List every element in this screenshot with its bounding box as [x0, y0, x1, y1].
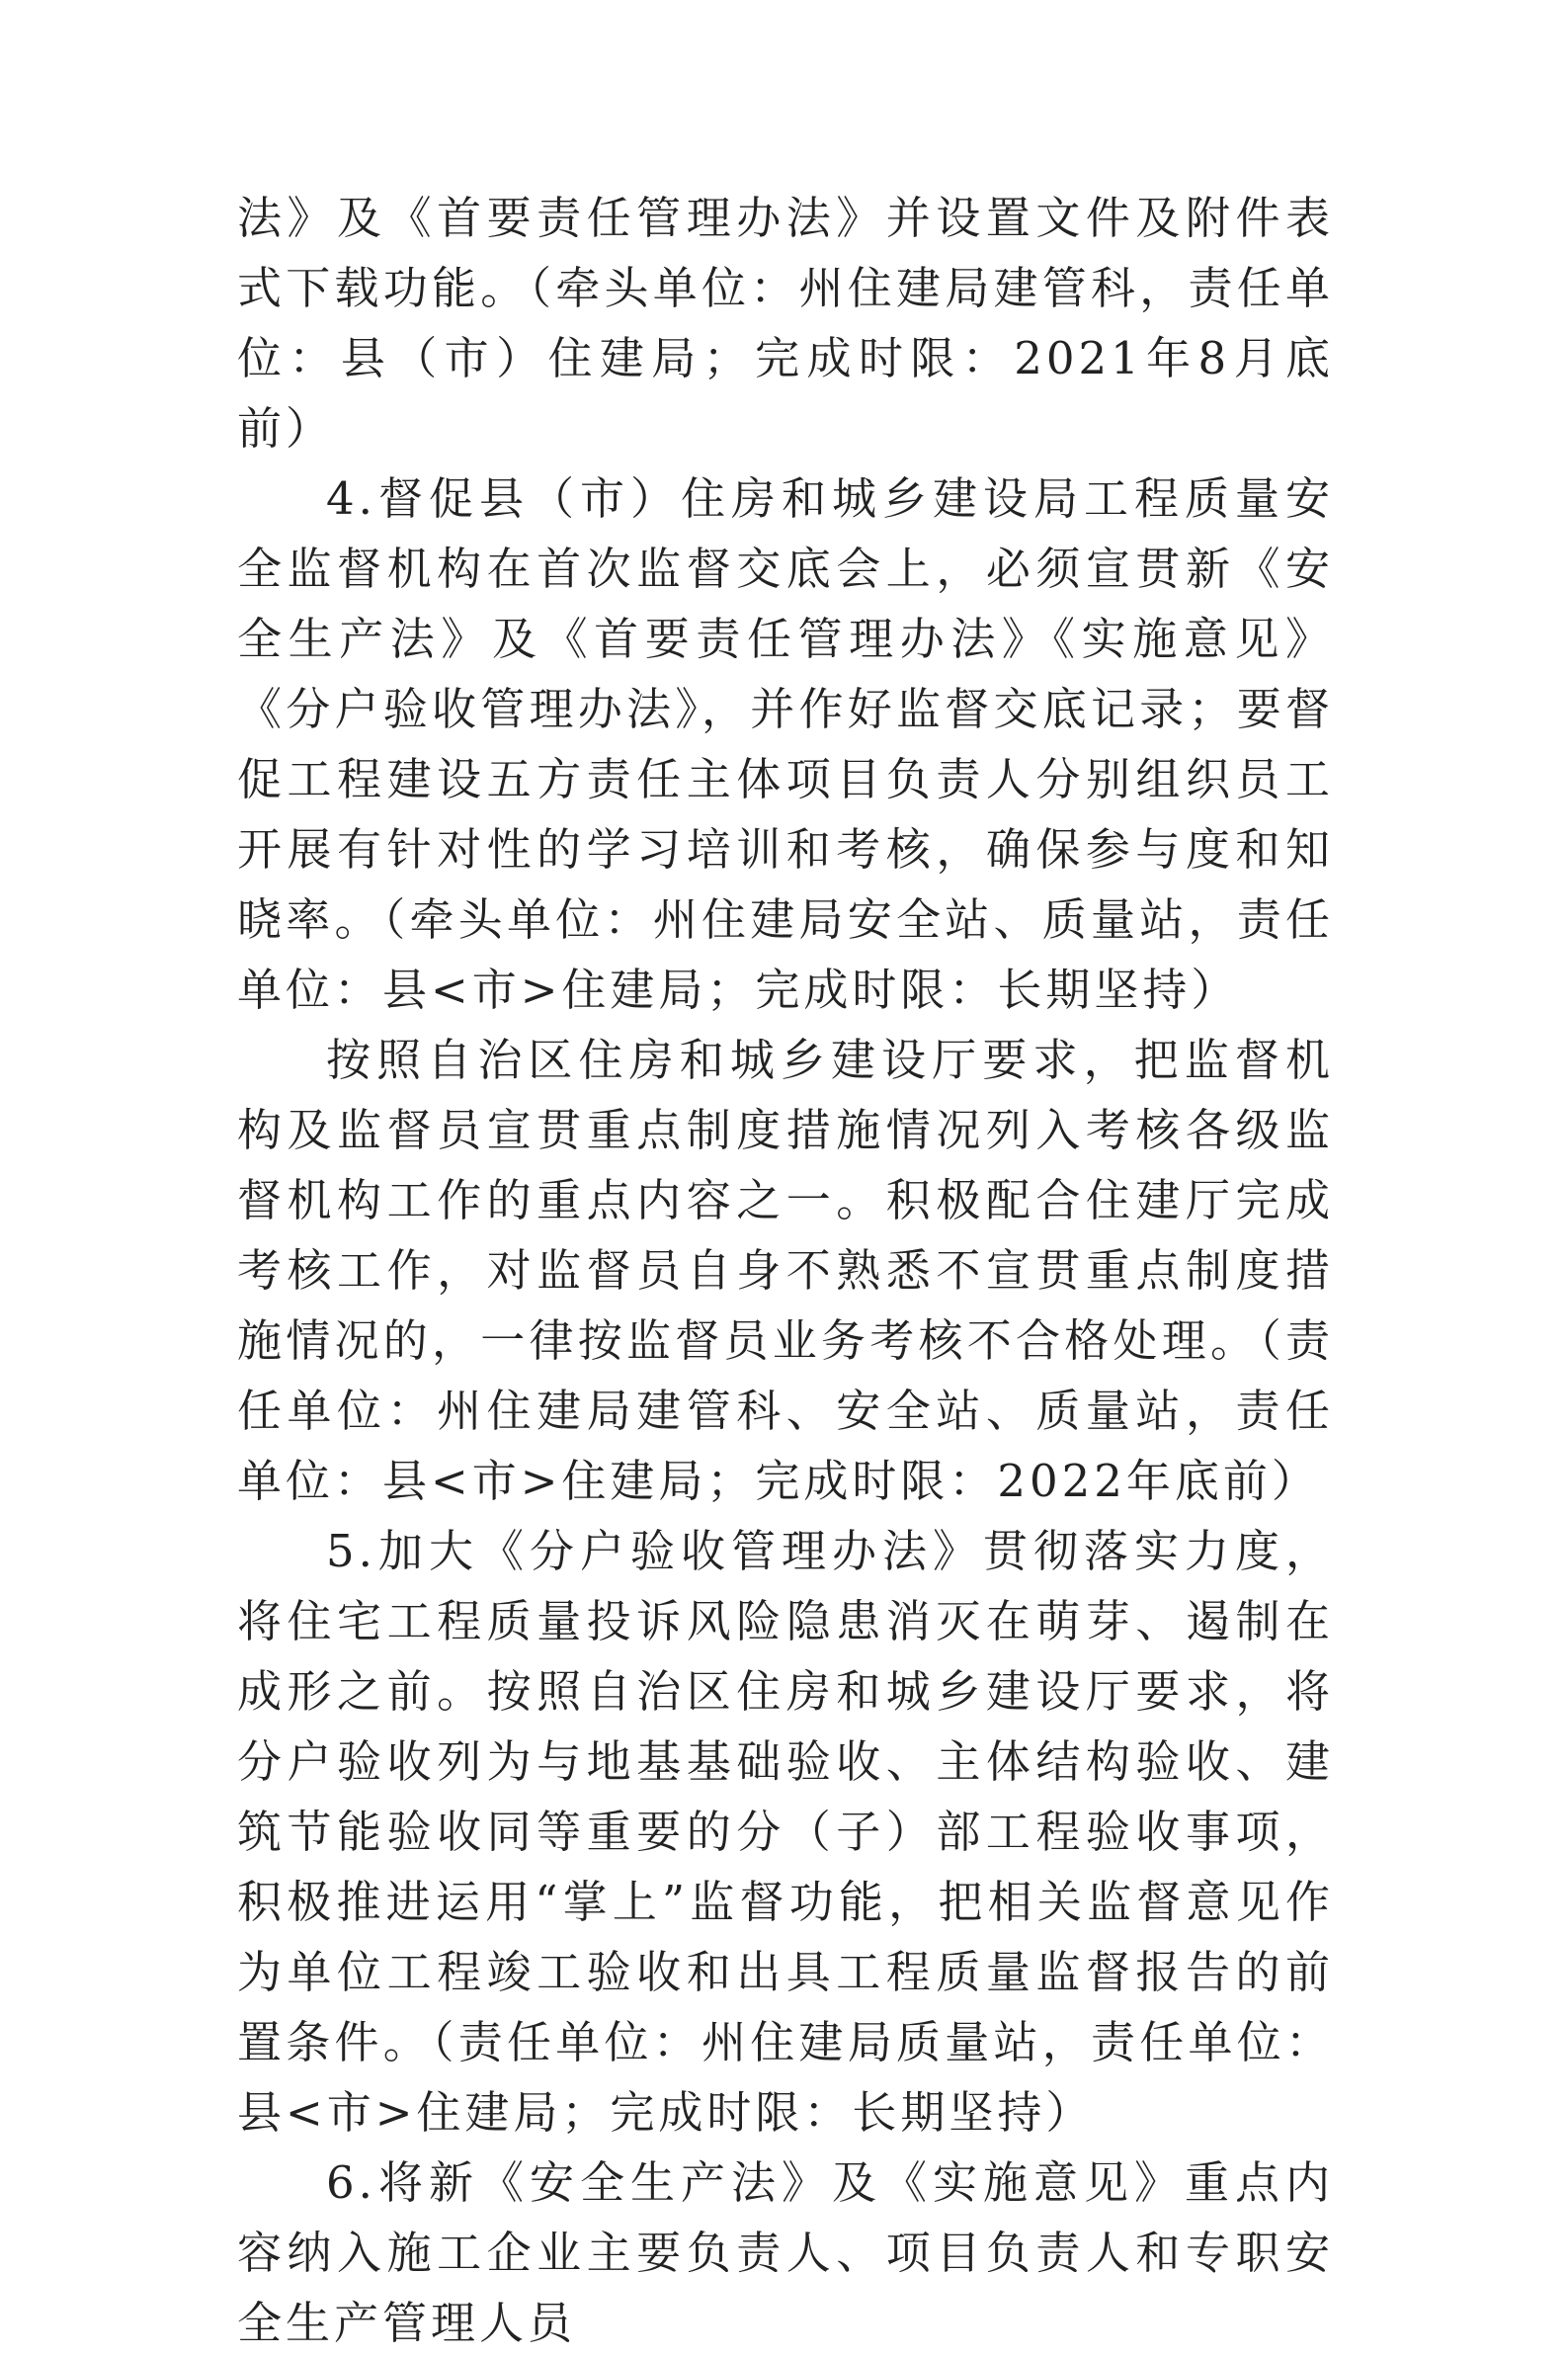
- document-body: [237, 183, 1334, 2358]
- paragraph-item-5: 5.加大《分户验收管理办法》贯彻落实力度，将住宅工程质量投诉风险隐患消灭在萌芽、遏制在成形之前。按照自治区住房和城乡建设厅要求，将分户验收列为与地基基础验收、主体结构验收、建筑节能验收同等重要的分（子）部工程验收事项，积极推进运用“掌上”监督功能，把相关监督意见作为单位工程竣工验收和出具工程质量监督报告的前置条件。（责任单位：州住建局质量站，责任单位：县<市>住建局；完成时限：长期坚持）: [237, 1525, 1334, 2139]
- paragraph-item-6: 6.将新《安全生产法》及《实施意见》重点内容纳入施工企业主要负责人、项目负责人和专职安全生产管理人员: [237, 2156, 1334, 2349]
- paragraph-assessment: 按照自治区住房和城乡建设厅要求，把监督机构及监督员宣贯重点制度措施情况列入考核各级监督机构工作的重点内容之一。积极配合住建厅完成考核工作，对监督员自身不熟悉不宣贯重点制度措施情况的，一律按监督员业务考核不合格处理。（责任单位：州住建局建管科、安全站、质量站，责任单位：县<市>住建局；完成时限：2022年底前）: [237, 1034, 1334, 1507]
- paragraph-continuation: 法》及《首要责任管理办法》并设置文件及附件表式下载功能。（牵头单位：州住建局建管科，责任单位：县（市）住建局；完成时限：2021年8月底前）: [237, 192, 1334, 455]
- paragraph-item-4: 4.督促县（市）住房和城乡建设局工程质量安全监督机构在首次监督交底会上，必须宣贯新《安全生产法》及《首要责任管理办法》《实施意见》《分户验收管理办法》，并作好监督交底记录；要督促工程建设五方责任主体项目负责人分别组织员工开展有针对性的学习培训和考核，确保参与度和知晓率。（牵头单位：州住建局安全站、质量站，责任单位：县<市>住建局；完成时限：长期坚持）: [237, 472, 1334, 1016]
